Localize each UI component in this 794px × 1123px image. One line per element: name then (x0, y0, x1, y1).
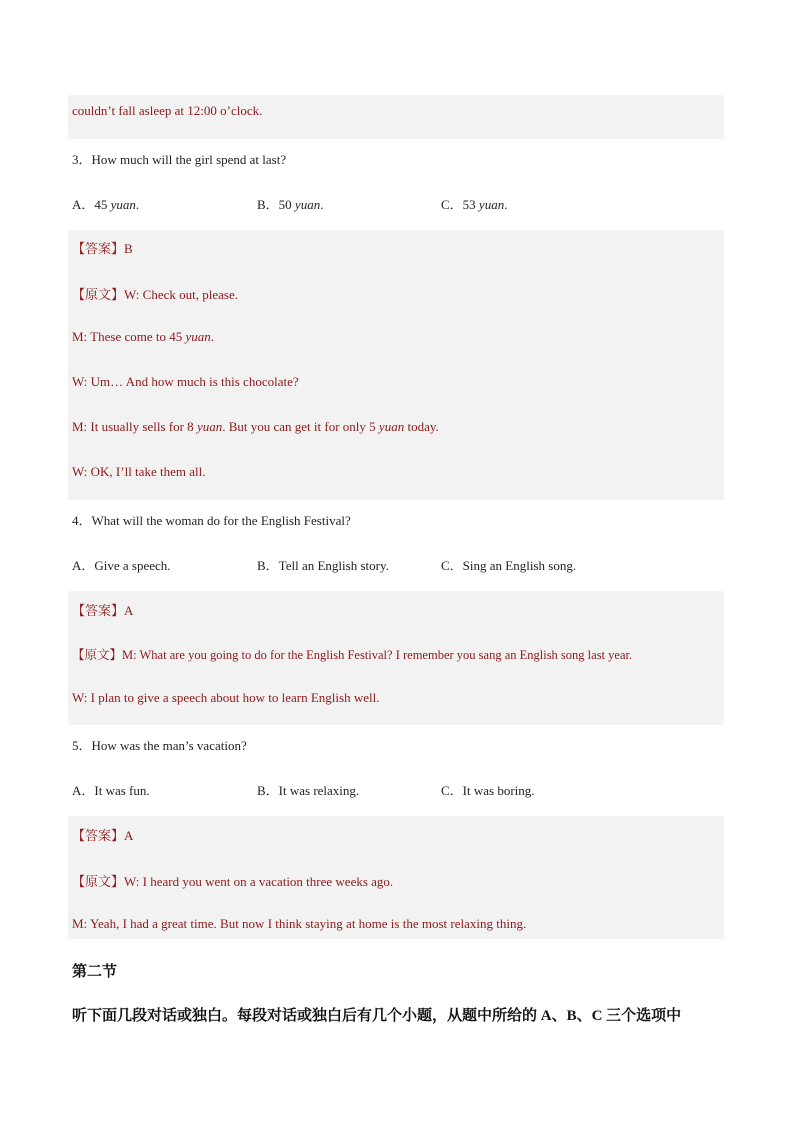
section2-title: 第二节 (72, 964, 118, 980)
q2-transcript-tail: couldn’t fall asleep at 12:00 o’clock. (72, 103, 263, 118)
q5-transcript-line-2: M: Yeah, I had a great time. But now I think staying at home is the most relaxing thing. (72, 916, 527, 931)
q3-answer: 【答案】B (72, 241, 133, 256)
q4-option-c: C．Sing an English song. (441, 558, 577, 573)
q3-transcript-line-4: M: It usually sells for 8 yuan. But you can get it for only 5 yuan today. (72, 419, 439, 434)
q3-answer-block (68, 230, 724, 500)
q4-option-b: B．Tell an English story. (257, 558, 389, 573)
q5-transcript-line-1: 【原文】W: I heard you went on a vacation three weeks ago. (72, 874, 394, 889)
q4-answer: 【答案】A (72, 603, 134, 618)
q3-transcript-line-3: W: Um… And how much is this chocolate? (72, 374, 299, 389)
q5-question: 5．How was the man’s vacation? (72, 738, 247, 753)
q3-option-b: B．50 yuan. (257, 197, 324, 212)
q4-transcript-line-2: W: I plan to give a speech about how to learn English well. (72, 690, 380, 705)
q3-question: 3．How much will the girl spend at last? (72, 152, 287, 167)
q3-transcript-line-5: W: OK, I’ll take them all. (72, 464, 206, 479)
q4-option-a: A．Give a speech. (72, 558, 171, 573)
section2-instruction: 听下面几段对话或独白。每段对话或独白后有几个小题，从题中所给的 A、B、C 三个选项中 (72, 1008, 682, 1024)
q5-option-c: C．It was boring. (441, 783, 535, 798)
q3-transcript-line-2: M: These come to 45 yuan. (72, 329, 215, 344)
q3-option-c: C．53 yuan. (441, 197, 508, 212)
q3-option-a: A．45 yuan. (72, 197, 140, 212)
q5-answer: 【答案】A (72, 828, 134, 843)
q4-transcript-line-1: 【原文】M: What are you going to do for the English Festival? I remember you sang an English song last year. (72, 648, 633, 662)
q5-option-b: B．It was relaxing. (257, 783, 360, 798)
q4-question: 4．What will the woman do for the English Festival? (72, 513, 351, 528)
q3-transcript-line-1: 【原文】W: Check out, please. (72, 287, 238, 302)
q5-option-a: A．It was fun. (72, 783, 150, 798)
